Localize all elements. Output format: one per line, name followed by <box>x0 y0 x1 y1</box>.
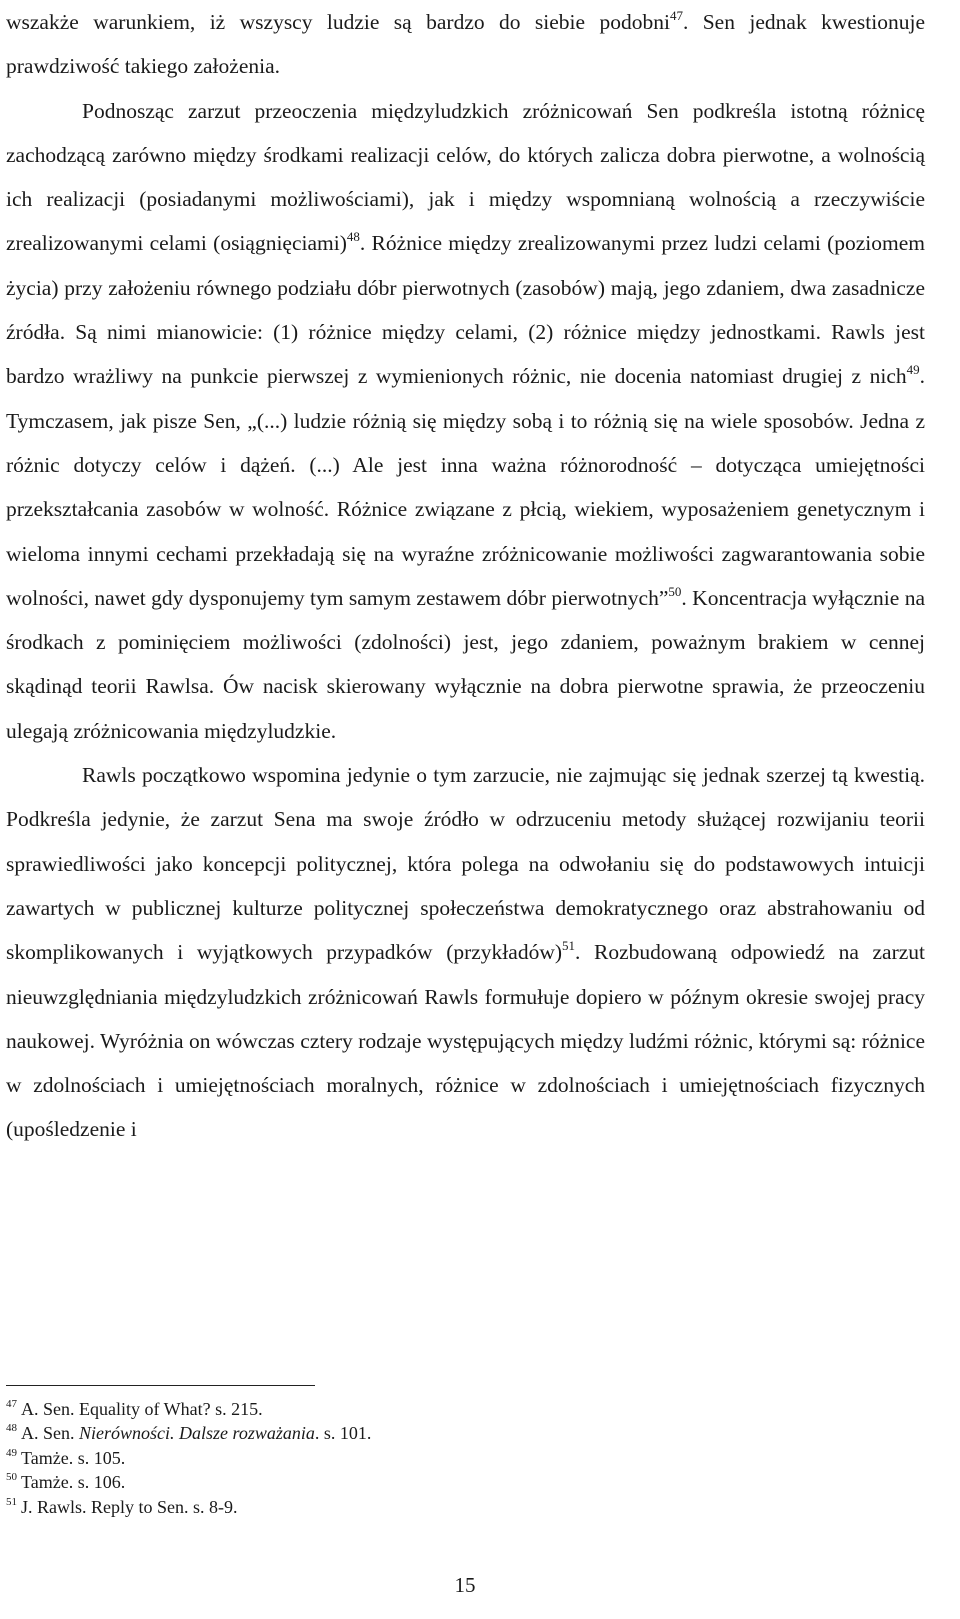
paragraph-1 <box>6 0 925 89</box>
footnote-separator <box>6 1385 315 1386</box>
footnote-text: Tamże. s. 105. <box>21 1447 126 1468</box>
body-text <box>6 0 925 1152</box>
footnote-ref-50[interactable]: 50 <box>668 583 682 599</box>
footnote-ref-48[interactable]: 48 <box>346 229 360 245</box>
page-number: 15 <box>454 1573 476 1597</box>
footnotes <box>6 1397 906 1519</box>
footnote-48 <box>6 1421 906 1445</box>
footnote-47 <box>6 1397 906 1421</box>
paragraph-1-text-end: . Sen jednak kwestionuje prawdziwość takiego założenia. <box>6 10 925 79</box>
footnote-number: 48 <box>6 1422 17 1435</box>
footnote-text: J. Rawls. Reply to Sen. s. 8-9. <box>21 1496 238 1517</box>
paragraph-2-text-b: . Różnice między zrealizowanymi przez ludzi celami (poziomem życia) przy założeniu równego podziału dóbr pierwotnych (zasobów) mają, jego zdaniem, dwa zasadnicze źródła. Są nimi mianowicie: (1) różnice między celami, (2) różnice między jednostkami. Rawls jest bardzo wrażliwy na punkcie pierwszej z wymienionych różnic, nie docenia natomiast drugiej z nich <box>6 231 925 389</box>
footnote-51 <box>6 1495 906 1519</box>
paragraph-2 <box>6 89 925 753</box>
paragraph-2-text-d: . Koncentracja wyłącznie na środkach z pominięciem możliwości (zdolności) jest, jego zdaniem, poważnym brakiem w cennej skądinąd teorii Rawlsa. Ów nacisk skierowany wyłącznie na dobra pierwotne sprawia, że przeoczeniu ulegają zróżnicowania międzyludzkie. <box>6 585 925 743</box>
footnote-text: A. Sen. Equality of What? s. 215. <box>21 1399 263 1419</box>
footnote-number: 51 <box>6 1495 17 1508</box>
footnote-number: 50 <box>6 1471 17 1484</box>
footnote-text-end: . s. 101. <box>314 1423 372 1444</box>
footnote-text: Tamże. s. 106. <box>21 1472 126 1493</box>
footnote-50 <box>6 1470 906 1494</box>
footnote-49 <box>6 1446 906 1470</box>
paragraph-3 <box>6 753 925 1152</box>
paragraph-3-text-b: . Rozbudowaną odpowiedź na zarzut nieuwzględniania międzyludzkich zróżnicowań Rawls formułuje dopiero w późnym okresie swojej pracy naukowej. Wyróżnia on wówczas cztery rodzaje występujących między ludźmi różnic, którymi są: różnice w zdolnościach i umiejętnościach moralnych, różnice w zdolnościach i umiejętnościach fizycznych (upośledzenie i <box>6 940 925 1142</box>
paragraph-2-text-c: . Tymczasem, jak pisze Sen, „(...) ludzie różnią się między sobą i to różnią się na wiele sposobów. Jedna z różnic dotyczy celów i dążeń. (...) Ale jest inna ważna różnorodność – dotycząca umiejętności przekształcania zasobów w wolność. Różnice związane z płcią, wiekiem, wyposażeniem genetycznym i wieloma innymi cechami przekładają się na wyraźne zróżnicowanie możliwości zagwarantowania sobie wolności, nawet gdy dysponujemy tym samym zestawem dóbr pierwotnych” <box>6 364 925 610</box>
footnote-number: 47 <box>6 1398 17 1410</box>
paragraph-3-text-a: Rawls początkowo wspomina jedynie o tym zarzucie, nie zajmując się jednak szerzej tą kwestią. Podkreśla jedynie, że zarzut Sena ma swoje źródło w odrzuceniu metody służącej rozwijaniu teorii sprawiedliwości jako koncepcji politycznej, która polega na odwołaniu się do podstawowych intuicji zawartych w publicznej kulturze politycznej społeczeństwa demokratycznego oraz abstrahowaniu od skomplikowanych i wyjątkowych przypadków (przykładów) <box>6 763 925 965</box>
footnote-ref-49[interactable]: 49 <box>906 362 920 378</box>
paragraph-2-text-a: Podnosząc zarzut przeoczenia międzyludzkich zróżnicowań Sen podkreśla istotną różnicę zachodzącą zarówno między środkami realizacji celów, do których zalicza dobra pierwotne, a wolnością ich realizacji (posiadanymi możliwościami), jak i między wspomnianą wolnością a rzeczywiście zrealizowanymi celami (osiągnięciami) <box>6 98 925 256</box>
footnote-text: A. Sen. <box>21 1423 79 1444</box>
footnote-ref-51[interactable]: 51 <box>562 938 576 954</box>
footnote-number: 49 <box>6 1446 17 1459</box>
footnote-title-italic: Nierówności. Dalsze rozważania <box>79 1423 315 1444</box>
footnote-ref-47[interactable]: 47 <box>669 8 683 23</box>
paragraph-1-text: wszakże warunkiem, iż wszyscy ludzie są bardzo do siebie podobni <box>6 10 670 34</box>
